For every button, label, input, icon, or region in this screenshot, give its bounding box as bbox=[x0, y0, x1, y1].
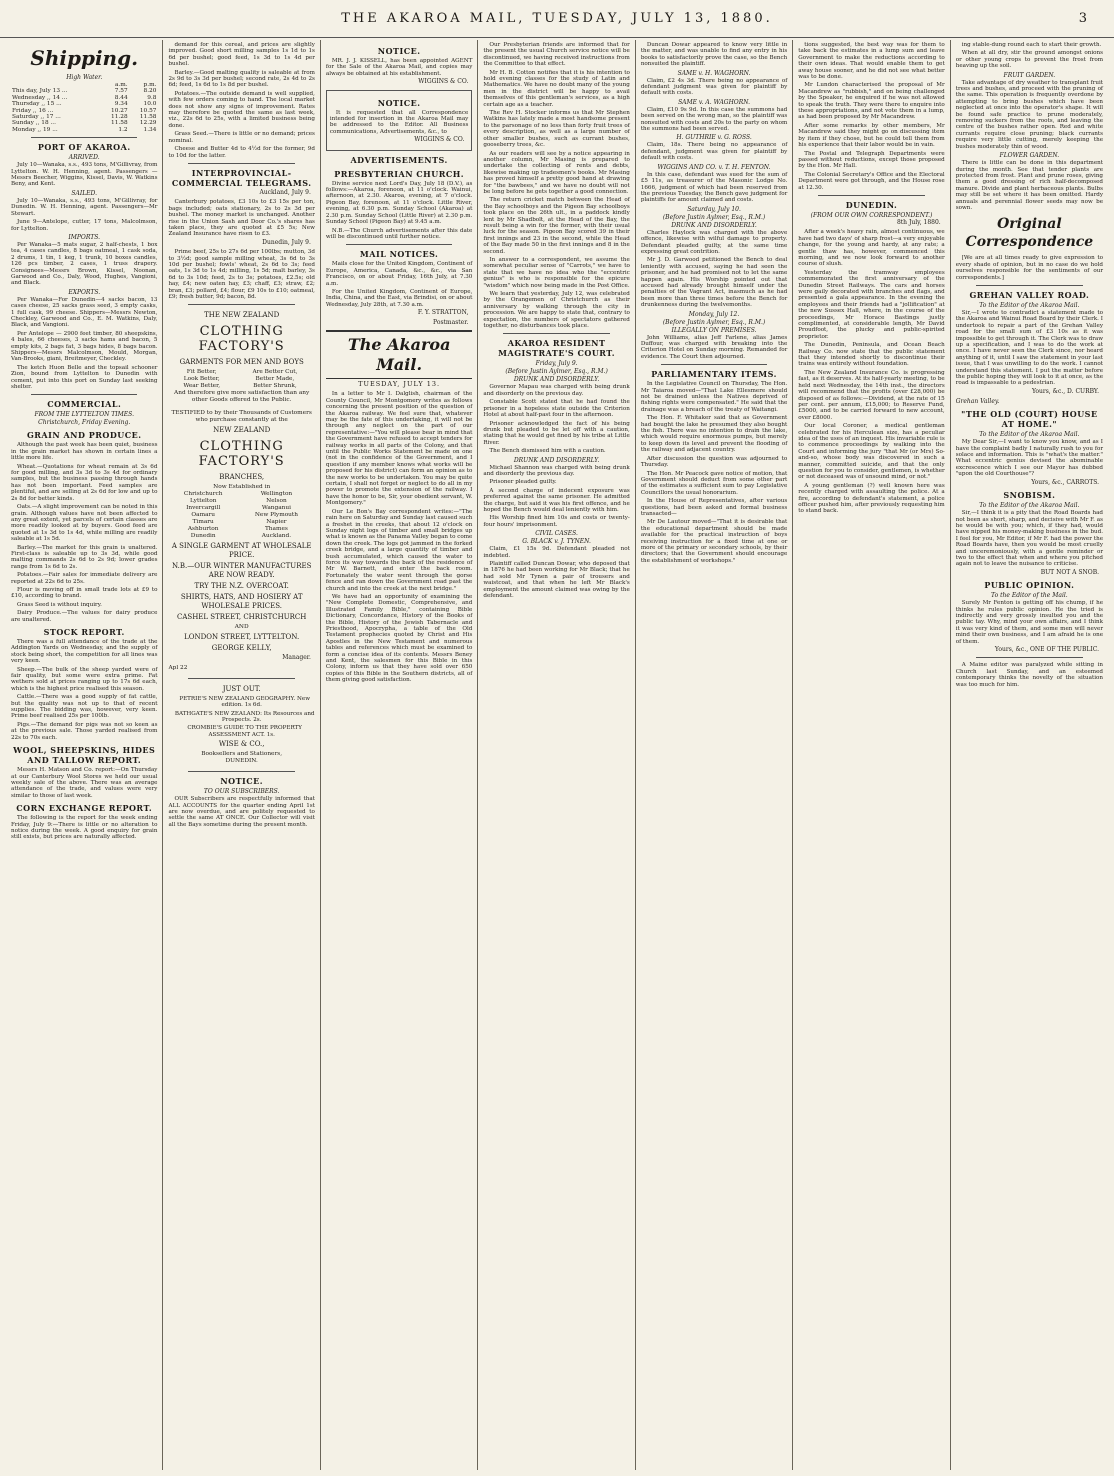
divider bbox=[188, 678, 294, 679]
tide-am: 11.28 bbox=[111, 114, 128, 121]
article-paragraph: Cheese and Butter 4d to 4½d for the former, 9d to 10d for the latter. bbox=[168, 146, 315, 159]
books-ad bbox=[168, 685, 314, 765]
article-paragraph: Sheep.—The bulk of the sheep yarded were of fair quality, but some were extra prime. Fat wethers sold at prices ranging up to 17s 6d each, which is the highest price realised this season. bbox=[11, 666, 158, 692]
news-paragraph: The Rev H. Stocker informs us that Mr Stephen Watkins has lately made a most handsome present to the parsonage of no less than forty fruit trees of every description, as well as a large number of other smaller bushes, such as currant bushes, gooseberry trees, &c. bbox=[483, 110, 630, 149]
parliament-paragraph: After discussion the question was adjourned to Thursday. bbox=[640, 455, 788, 469]
article-paragraph: Messrs H. Matson and Co. report:—On Thursday at our Canterbury Wool Stores we held our usual weekly sale of the above. There was an average attendance of the trade, and values were very similar to those of last week. bbox=[11, 767, 158, 799]
flower-garden-heading: FLOWER GARDEN. bbox=[999, 152, 1060, 160]
letter-heading: SNOBISM. bbox=[1003, 490, 1056, 501]
sailed-label: SAILED. bbox=[71, 189, 98, 197]
parliament-paragraph: The Hon. F. Whitaker said that as Government had bought the lake he presumed they also bought the fish. There was no intention to drain the lake, which would require enormous pumps, but merely to keep down its level and prevent the flooding of the railway and adjacent country. bbox=[640, 415, 788, 454]
letter-heading: "THE OLD (COURT) HOUSE AT HOME." bbox=[961, 409, 1098, 430]
telegrams-heading: INTERPROVINCIAL-COMMERCIAL TELEGRAMS. bbox=[171, 167, 312, 188]
ad-pair-left: Look Better, bbox=[183, 376, 220, 383]
church-notice: Divine service next Lord's Day, July 18 (D.V.), as follows:—Akaroa, forenoon, at 11 o'clock. Wainui, afternoon, at 2.30. Akaroa, evening, at 7 o'clock. Pigeon Bay, forenoon, at 11 o'clock. Little River, evening, at 6.30 p.m. Sunday School (Akaroa) at 2.30 p.m. Sunday School (Little River) at 2.30 p.m. Sunday School (Pigeon Bay) at 9.45 a.m. bbox=[325, 180, 473, 226]
news-paragraph: As our readers will see by a notice appearing in another column, Mr Masing is prepared to undertake the collecting of rents and debts, likewise making up tradesmen's books. Mr Masing has proved himself a pretty good hand at drawing for "the bawbees," and we have no doubt will not be long before he gets together a good connection. bbox=[483, 150, 630, 195]
court-paragraph: Prisoner acknowledged the fact of his being drunk but pleaded to be let off with a caution, stating that he would get fined by his tribe at Little River. bbox=[483, 420, 630, 446]
tide-am: 10.27 bbox=[111, 107, 128, 114]
letter-signature: Yours, &c., D. CURBY. bbox=[1031, 387, 1100, 395]
letter-text: My Dear Sir,—I want to know you know, and as I have the complaint badly I naturally rush to you for solace and information. This is "what's the matter." What eccentric genius devised the abominable excrescence which I see our Mayor has dubbed "upon the old Courthouse"? bbox=[955, 439, 1104, 478]
ad-line: N.B.—OUR WINTER MANUFACTURES ARE NOW READY. bbox=[171, 562, 312, 580]
court-date: Friday, July 9. bbox=[535, 360, 578, 368]
ad-manager-title: Manager. bbox=[282, 654, 311, 662]
book-entry: PETRIE'S NEW ZEALAND GEOGRAPHY. New edition. 1s 6d. bbox=[179, 695, 311, 709]
branch-towns bbox=[168, 491, 314, 540]
case-parties: WIGGINS AND CO. v. T. H. FENTON. bbox=[657, 163, 771, 171]
letter-heading: PUBLIC OPINION. bbox=[984, 580, 1075, 591]
commercial-date: Christchurch, Friday Evening. bbox=[38, 419, 131, 427]
dunedin-date: 8th July, 1880. bbox=[896, 218, 941, 226]
letter-text: Sir,—I wrote to contradict a statement made to the Akaroa and Wainui Road Board by their Clerk. I undertook to repair a part of the Grehan Valley road for the small sum of £3 10s as it was impossible to get through it. The Clerk was to draw up a specification, and I was to do the work at once. I have never seen the Clerk since, nor heard anything of it, until I saw the statement in your last issue, that I was unwilling to do the work. I cannot understand this statement. I put the matter before the public hoping they will look to it at once, as the road is impassable to a pedestrian. bbox=[955, 309, 1104, 387]
article-paragraph: Barley.—The market for this grain is unaltered. First-class is saleable up to 3s 3d, while good malting commands 2s 6d to 2s 9d; lower grades range from 1s 6d to 2s. bbox=[11, 544, 158, 570]
parliament-paragraph: In the Legislative Council on Thursday, The Hon. Mr Taiaroa moved—"That Lake Ellesmere should not be drained unless the Natives deprived of fishing rights were compensated." He said that the drainage was a breach of the treaty of Waitangi. bbox=[640, 381, 788, 413]
commercial-heading: COMMERCIAL. bbox=[47, 399, 122, 410]
imports-text: Per Wanaka—5 mats sugar, 2 half-chests, 1 box tea, 4 cases candles, 8 bags oatmeal, 1 cask soda, 2 drums, 1 tin, 1 keg, 1 trunk, 10 boxes candles, 126 pcs timber, 2 cases, 1 truss drapery. Consignees—Messrs Brown, Kissel, Noonan, Garwood and Co., Daly, Wood, Hughes, Vangioni, and Black. bbox=[11, 241, 158, 287]
town: Dunedin bbox=[190, 533, 216, 540]
court-paragraph: Charles Haylock was charged with the above offence, likewise with wilful damage to property. Defendant pleaded guilty, at the same time expressing great contrition. bbox=[640, 229, 788, 255]
divider bbox=[31, 394, 137, 395]
sailing-entry: June 9—Antelope, cutter, 17 tons, Malcolmson, for Lyttelton. bbox=[11, 219, 158, 232]
divider bbox=[188, 771, 294, 772]
town: Wanganui bbox=[261, 505, 291, 512]
telegram-text: Canterbury potatoes, £3 10s to £3 15s per ton, bags included; oats stationary, 2s to 2s 3d per bushel. The money market is unchanged. Another rise in the Union Sash and Door Co.'s shares has taken place, they are quoted at £5 5s; New Zealand Insurance have risen to £3. bbox=[168, 199, 315, 238]
page-number: 3 bbox=[1078, 11, 1090, 26]
arrived-label: ARRIVED. bbox=[68, 154, 100, 162]
court-paragraph: Mr J. D. Garwood petitioned the Bench to deal leniently with accused, saying he had seen the prisoner, and he had promised not to let the same happen again. His Worship pointed out that accused had already brought himself under the penalties of the Vagrant Act, inasmuch as he had been more than three times before the Bench for drunkenness during the twelvemonths. bbox=[640, 257, 788, 309]
article-paragraph: Dairy Produce.—The values for dairy produce are unaltered. bbox=[11, 610, 158, 623]
article-paragraph: demand for this cereal, and prices are slightly improved. Good short milling samples 1s 1d to 1s 6d per bushel; good feed, 1s 3d to 1s 4d per bushel. bbox=[168, 42, 315, 68]
town: Auckland. bbox=[261, 533, 292, 540]
tide-day: Friday ,, 16 ... bbox=[12, 107, 54, 114]
tide-pm: 1.34 bbox=[143, 126, 157, 133]
ad-line: NEW ZEALAND bbox=[213, 426, 271, 435]
tide-table bbox=[11, 82, 157, 133]
ad-line: CASHEL STREET, CHRISTCHURCH bbox=[176, 613, 307, 622]
dunedin-heading: DUNEDIN. bbox=[845, 199, 898, 210]
article-paragraph: Wheat.—Quotations for wheat remain at 3s 6d for good milling, and 3s 3d to 3s 4d for ordinary samples, but the business passing through hands has not been important. Feed samples are plentiful, and are selling at 2s 6d for low and up to 2s 8d for better kinds. bbox=[11, 463, 158, 502]
parliament-heading: PARLIAMENTARY ITEMS. bbox=[651, 369, 777, 380]
divider bbox=[976, 657, 1083, 658]
ad-line: WISE & CO., bbox=[218, 740, 265, 749]
divider bbox=[976, 285, 1083, 286]
letter-signature: BUT NOT A SNOB. bbox=[1040, 568, 1100, 576]
article-paragraph: Potatoes.—Fair sales for immediate delivery are reported at 22s 6d to 25s. bbox=[11, 572, 158, 585]
divider bbox=[346, 244, 452, 245]
court-paragraph: His Worship fined him 10s and costs or twenty-four hours' imprisonment. bbox=[483, 515, 630, 528]
article-paragraph: The following is the report for the week ending Friday, July 9:—There is little or no alteration to notice during the week. A good enquiry for grain still exists, but prices are naturally affected. bbox=[11, 815, 158, 841]
mail-notice: For the United Kingdom, Continent of Europe, India, China, and the East, via Brindisi, on or about Wednesday, July 28th, at 7.30 a.m. bbox=[325, 288, 473, 308]
ad-line: SHIRTS, HATS, AND HOSIERY AT WHOLESALE PRICES. bbox=[180, 593, 303, 611]
parliament-paragraph: After some remarks by other members, Mr Macandrew said they might go on discussing item by item if they chose, but he could tell them from his experience that their labor would be in vain. bbox=[798, 122, 945, 149]
court-paragraph: In this case, defendant was sued for the sum of £5 11s, as treasurer of the Masonic Lodge No. 1666, judgment of which had been reserved from the previous Tuesday, the Bench gave judgment for plaintiffs for amount claimed and costs. bbox=[640, 171, 788, 204]
tide-day: Saturday ,, 17 ... bbox=[12, 114, 61, 121]
town: New Plymouth bbox=[254, 512, 298, 519]
letter-signature: Yours, &c., ONE OF THE PUBLIC. bbox=[994, 646, 1100, 653]
article-paragraph: Pigs.—The demand for pigs was not so keen as at the previous sale. Those yarded realised from 22s to 70s each. bbox=[11, 721, 158, 741]
exports-label: EXPORTS. bbox=[68, 288, 101, 296]
court-paragraph: Prisoner pleaded guilty. bbox=[489, 479, 557, 486]
ad-date: Apl 22 bbox=[168, 664, 188, 671]
letter-salutation: To the Editor of the Akaroa Mail. bbox=[979, 431, 1080, 439]
column-2 bbox=[163, 40, 320, 1470]
leader-paragraph: We have had an opportunity of examining the "New Complete Domestic, Comprehensive, and Illustrated Family Bible," containing Bible Dictionary, Concordance, History of the Books of the Bible, History of the Jewish Tabernacle and Priesthood, Apocrypha, a table of the Old Testament prophecies quoted by Christ and His Apostles in the New Testament and numerous tables and references which must be examined to form a concise idea of its contents. Messrs Beney and Kent, the salesmen for this Bible in this Colony, inform us that they have sold over 650 copies of this Bible in the Southern districts, all of them giving good satisfaction. bbox=[325, 593, 473, 684]
arrival-entry: July 10—Wanaka, s.s., 493 tons, M'Gillivray, from Lyttelton. W. H. Henning, agent. Passengers — Messrs Beecher, Wiggins, Kissel, Davis, W. Watkins Beny, and Kent. bbox=[11, 162, 158, 188]
case-heading: DRUNK AND DISORDERLY. bbox=[671, 221, 757, 229]
dunedin-sub: (FROM OUR OWN CORRESPONDENT.) bbox=[810, 211, 933, 219]
telegram-dateline: Auckland, July 9. bbox=[259, 188, 311, 196]
case-parties: H. GUTHRIE v. G. ROSS. bbox=[676, 134, 752, 142]
tide-row bbox=[11, 127, 157, 133]
tide-am: 9.34 bbox=[114, 101, 128, 108]
column-3 bbox=[321, 40, 478, 1470]
tide-pm: 10.57 bbox=[139, 107, 157, 114]
ad-line: THE NEW ZEALAND bbox=[204, 311, 280, 320]
letter-salutation: To the Editor of the Mail. bbox=[991, 592, 1068, 600]
ad-line: JUST OUT. bbox=[222, 684, 261, 693]
clothing-factory-ad bbox=[168, 311, 314, 404]
notice-heading: NOTICE. bbox=[220, 776, 264, 787]
letter-salutation: To the Editor of the Akaroa Mail. bbox=[979, 301, 1080, 309]
court-bench: (Before Justin Aylmer, Esq., R.M.) bbox=[662, 213, 766, 221]
case-parties: G. BLACK v. J. TYNEN. bbox=[522, 538, 591, 546]
book-entry: BATHGATE'S NEW ZEALAND: Its Resources and Prospects. 2s. bbox=[174, 710, 315, 724]
sailing-entry: July 10—Wanaka, s.s., 493 tons, M'Gillivray, for Dunedin. W. H. Henning, agent. Passengers—Mr Stewart. bbox=[11, 197, 158, 217]
imports-label: IMPORTS. bbox=[68, 233, 101, 241]
leader-paragraph: In a letter to Mr I. Dalglish, chairman of the County Council, Mr Montgomery writes as follows concerning the present position of the question of the Akaroa railway. We feel sure that, whatever may be the fate of this undertaking, it will not be through any neglect on the part of our representative:—"You will please bear in mind that the Government have refused to accept tenders for railway works in all parts of the Colony, and that until the Public Works Statement be made on one (not in the confidence of the Government, and I question if any member knows what works will be proposed for his district) can form an opinion as to the new works to be undertaken. You may be quite certain, I shall not forget or neglect to do all in my power to promote the extension of the railway. I have the honor to be, Sir, your obedient servant, W. Montgomery." bbox=[325, 391, 473, 507]
grain-heading: GRAIN AND PRODUCE. bbox=[26, 430, 142, 441]
column-1 bbox=[6, 40, 163, 1470]
mail-notices-heading: MAIL NOTICES. bbox=[359, 249, 439, 260]
divider bbox=[31, 137, 137, 138]
postmaster-title: Postmaster. bbox=[433, 318, 469, 326]
paper-title: The Akaroa Mail. bbox=[326, 330, 472, 379]
ad-pair-left: Fit Better, bbox=[186, 369, 217, 376]
commercial-source: FROM THE LYTTELTON TIMES. bbox=[34, 411, 134, 419]
notice-text: MR. J. J. KISSELL, has been appointed AGENT for the Sale of the Akaroa Mail, and copies may always be obtained at his establishment. bbox=[325, 58, 473, 77]
parliament-paragraph: The Colonial Secretary's Office and the Electoral Department were got through, and the House rose at 12.30. bbox=[798, 171, 945, 191]
divider bbox=[818, 195, 924, 196]
letter-heading: GREHAN VALLEY ROAD. bbox=[969, 289, 1090, 300]
parliament-paragraph: The Postal and Telegraph Departments were passed without reductions, except those proposed by the Hon. Mr Hall. bbox=[798, 150, 945, 170]
court-date: Monday, July 12. bbox=[688, 310, 740, 318]
garden-paragraph: There is little can be done in this department during the month. See that tender plants are protected from frost. Plant and prune roses, giving them a good dressing of rich half-decomposed manure. Divide and plant herbaceous plants. Bulbs may still be set where it has been omitted. Hardy annuals and perennial flower seeds may now be sown. bbox=[955, 160, 1104, 211]
ad-line: AND bbox=[234, 624, 249, 631]
notice-heading: NOTICE. bbox=[377, 97, 421, 108]
town: Wellington bbox=[260, 491, 293, 498]
article-paragraph: There was a full attendance of the trade at the Addington Yards on Wednesday, and the supply of stock being short, the competition for all lines was very keen. bbox=[11, 639, 158, 665]
corn-heading: CORN EXCHANGE REPORT. bbox=[16, 803, 153, 814]
tide-am: 8.44 bbox=[114, 94, 128, 101]
fruit-garden-heading: FRUIT GARDEN. bbox=[1003, 71, 1056, 79]
divider bbox=[503, 333, 609, 334]
news-paragraph: We learn that yesterday, July 12, was celebrated by the Orangemen of Christchurch as their anniversary by walking through the city in procession. We are happy to state that, contrary to expectation, the numbers of spectators gathered together, no disturbances took place. bbox=[483, 291, 630, 330]
tide-pm: 12.29 bbox=[139, 120, 157, 127]
masthead bbox=[0, 0, 1114, 38]
tide-pm: 10.0 bbox=[143, 101, 157, 108]
notice-signature: WIGGINS & CO. bbox=[414, 136, 465, 144]
news-paragraph: In answer to a correspondent, we assume the somewhat peculiar sense of "Carrots," we have to state that we have no idea who the "eccentric genius" is who is responsible for the epicure "wisdom" which now being made in the Post Office. bbox=[483, 257, 630, 289]
letter-salutation: To the Editor of the Akaroa Mail. bbox=[979, 502, 1080, 510]
dunedin-paragraph: Yesterday the tramway employees commemorated the first anniversary of the Dunedin Street Railways. The cars and horses were gaily decorated with branches and flags, and presented a gala appearance. In the evening the employees and their friends had a "jollification" at the new Sussex Hall, where, in the course of the proceedings, Mr Horace Bastings justly complimented, at considerable length, Mr David Proudfoot, the plucky and public-spirited proprietor. bbox=[798, 269, 945, 340]
dunedin-paragraph: The Dunedin, Peninsula, and Ocean Beach Railway Co. now state that the public statement that they intended shortly to discontinue their trains was entirely without foundation. bbox=[798, 342, 945, 368]
high-water-label: High Water. bbox=[66, 74, 103, 81]
court-paragraph: Claim, £2 4s 3d. There being no appearance of defendant judgment was given for plaintiff by default with costs. bbox=[640, 77, 788, 97]
shipping-heading: Shipping. bbox=[30, 46, 139, 70]
article-paragraph: Potatoes.—The outside demand is well supplied, with few orders coming to hand. The local market does not show any signs of improvement. Rates may therefore be quoted the same as last week, viz., 22s 6d to 25s, with a limited business being done. bbox=[168, 90, 315, 129]
court-paragraph: Constable Scott stated that he had found the prisoner in a hopeless state outside the Criterion Hotel at about half-past four in the afternoon. bbox=[483, 399, 630, 419]
divider bbox=[188, 304, 294, 305]
article-paragraph: Cattle.—There was a good supply of fat cattle, but the quality was not up to that of recent supplies. The bidding was, however, very keen. Prime beef realised 25s per 100lb. bbox=[11, 694, 158, 720]
tide-am: 7.57 bbox=[114, 88, 128, 95]
column-5 bbox=[636, 40, 793, 1470]
parliament-paragraph: The Hon. Mr Peacock gave notice of motion, that Government should deduct from some other part of the estimates a sufficient sum to pay Legislative Councillors the usual honorarium. bbox=[640, 470, 788, 496]
masthead-title: THE AKAROA MAIL, TUESDAY, JULY 13, 1880. bbox=[341, 11, 773, 26]
stock-heading: STOCK REPORT. bbox=[43, 627, 125, 637]
column-7 bbox=[951, 40, 1108, 1470]
news-paragraph: Our Presbyterian friends are informed that for the present the usual Church service notice will be discontinued, we having received instructions from the Committee to that effect. bbox=[483, 42, 630, 68]
letter-place: Grehan Valley. bbox=[955, 398, 1000, 406]
garden-paragraph: ing stable-dung round each to start their growth. bbox=[961, 42, 1102, 48]
news-paragraph: A Maine editor was paralyzed while sitting in Church last Sunday, and an esteemed contemporary thinks the novelty of the situation was too much for him. bbox=[955, 662, 1104, 688]
correspondence-notice bbox=[326, 90, 472, 151]
ad-pair-right: Better Shrunk, bbox=[253, 383, 297, 390]
tide-day: This day, July 13 ... bbox=[12, 88, 68, 95]
town: Thames bbox=[264, 526, 288, 533]
tide-am: 1.2 bbox=[118, 126, 128, 133]
letter-text: Sir,—I think it is a pity that the Road Boards had not been as short, sharp, and decisive with Mr F. as he would be with you; which, if they had, would have nipped his money-making business in the bud. I feel for you, Mr Editor, if Mr F. had the power the Road Boards have, then you would be most cruelly and unceremoniously, with a gentle reminder or two to the effect that when and where you pitched again not to leave the nuisance to criticise. bbox=[955, 510, 1104, 568]
case-heading: DRUNK AND DISORDERLY. bbox=[513, 376, 600, 384]
town: Invercargill bbox=[186, 505, 221, 512]
column-6 bbox=[793, 40, 950, 1470]
tide-day: Sunday ,, 18 ... bbox=[12, 120, 56, 127]
tide-pm: 11.58 bbox=[139, 114, 157, 121]
court-paragraph: Plaintiff called Duncan Dowar, who deposed that in 1876 he had been working for Mr Black; that he had sold Mr Tynen a pair of trousers and waistcoat, and that when he left Mr Black's employment the amount claimed was owing by the defendant. bbox=[483, 561, 630, 600]
wool-heading: WOOL, SHEEPSKINS, HIDES AND TALLOW REPORT. bbox=[13, 745, 156, 766]
telegram-dateline: Dunedin, July 9. bbox=[262, 238, 311, 246]
ad-line: TESTIFIED to by their Thousands of Customers who purchase constantly at the bbox=[171, 410, 312, 424]
court-paragraph: Claim, £1 15s 9d. Defendant pleaded not indebted. bbox=[483, 546, 630, 559]
article-paragraph: Although the past week has been quiet, business in the grain market has shown in certain lines a little more life. bbox=[11, 442, 158, 462]
court-bench: (Before Justin Aylmer, Esq., R.M.) bbox=[505, 368, 608, 376]
ad-line: TRY THE N.Z. OVERCOAT. bbox=[194, 582, 289, 591]
article-paragraph: Barley.—Good malting quality is saleable at from 2s 9d to 3s 3d per bushel; second rate, 2s 4d to 2s 6d; feed, 1s 6d to 1s 8d per bushel. bbox=[168, 69, 315, 89]
ad-line: Now Established in bbox=[213, 484, 271, 491]
leader-paragraph: Our Le Bon's Bay correspondent writes:—"The rain here on Saturday and Sunday last caused such a freshet in the creeks, that about 12 o'clock on Sunday night logs of timber and small bridges up what is known as the Panama Valley began to come down the creek. The logs got jammed in the forked creek bridge, and a large quantity of timber and bush accumulated, which caused the water to force its way towards the back of the residence of Mr W. Barnett, and enter the back room. Fortunately the water went through the gorse fence and ran down the Government road past the church and into the creek at the next bridge." bbox=[325, 508, 473, 592]
newspaper-columns bbox=[6, 40, 1108, 1470]
town: Nelson bbox=[266, 498, 287, 505]
town: Ashburton bbox=[187, 526, 219, 533]
ad-line: DUNEDIN. bbox=[225, 758, 258, 765]
tide-pm: 9.8 bbox=[147, 94, 157, 101]
tide-header-cell: a.m. bbox=[115, 82, 128, 88]
tide-pm: 8.20 bbox=[143, 88, 157, 95]
paper-dateline: TUESDAY, JULY 13. bbox=[358, 379, 441, 388]
tide-day: Monday ,, 19 ... bbox=[12, 126, 58, 133]
letter-signature: Yours, &c., CARROTS. bbox=[1031, 478, 1100, 486]
notice-text: It is requested that all Correspondence intended for insertion in the Akaroa Mail may be addressed to the Editor. All Business communications, Advertisements, &c., to bbox=[329, 109, 469, 135]
court-paragraph: Duncan Dowar appeared to know very little in the matter, and was unable to find any entry in his books to satisfactorily prove the case, so the Bench nonsuited the plaintiff. bbox=[640, 42, 788, 68]
notice-sub: TO OUR SUBSCRIBERS. bbox=[203, 788, 280, 796]
dunedin-paragraph: Our local Coroner, a medical gentleman celebrated for his Herculean size, has a peculiar idea of the uses of an inquest. His invariable rule is to commence proceedings by walking into the Court and informing the jury "that Mr (or Mrs) So-and-so, whose body was discovered in such a manner, committed suicide, and that the only question for you to consider, gentlemen, is whether or not deceased was of unsound mind, or not." bbox=[798, 423, 945, 481]
court-paragraph: Claim, £10 9s 9d. In this case the summons had been served on the wrong man, so the plaintiff was nonsuited with costs and 20s to the party on whom the summons had been served. bbox=[640, 106, 788, 133]
article-paragraph: Oats.—A slight improvement can be noted in this grain. Although values have not been affected to any great extent, yet parcels of certain classes are more readily looked at by buyers. Good feed are quoted at 1s 3d to 1s 4d, while milling are readily saleable at 1s 5d. bbox=[11, 504, 158, 543]
case-heading: ILLEGALLY ON PREMISES. bbox=[671, 326, 757, 334]
port-heading: PORT OF AKAROA. bbox=[37, 142, 131, 153]
ad-line: BRANCHES, bbox=[219, 473, 265, 482]
court-paragraph: Claim, 18s. There being no appearance of defendant, judgment was given for plaintiff by default with costs. bbox=[640, 142, 788, 162]
article-paragraph: Flour is moving off in small trade lots at £9 to £10, according to brand. bbox=[11, 586, 158, 600]
dunedin-paragraph: After a week's heavy rain, almost continuous, we have had two days' of sharp frost—a very enjoyable change, for the young and hardy, at any rate; a gentle thaw has, however, commenced this morning, and we now look forward to another course of slush. bbox=[798, 229, 945, 268]
church-nb: N.B.—The Church advertisements after this date will be discontinued until further notice. bbox=[325, 227, 473, 240]
presbyterian-heading: PRESBYTERIAN CHURCH. bbox=[334, 168, 465, 179]
article-paragraph: Grass Seed.—There is little or no demand; prices nominal. bbox=[168, 131, 315, 144]
divider bbox=[661, 364, 767, 365]
tide-am: 11.58 bbox=[111, 120, 128, 127]
court-date: Saturday, July 10. bbox=[687, 205, 741, 213]
court-paragraph: John Williams, alias Jeff Farlene, alias James Duffour, was charged with breaking into the Criterion Hotel on Sunday morning. Remanded for evidence. The Court then adjourned. bbox=[640, 334, 788, 360]
ad-pairs bbox=[168, 369, 314, 390]
exports-text: Per Antelope — 2900 feet timber, 80 sheepskins, 4 bales, 66 cheeses, 3 sacks hams and bacon, 5 empty kits, 2 bags fat, 3 bags hides, 8 bags bacon. Shippers—Messrs Malcolmson, Mould, Morgan, Van-Brooks, giani, Breitmeyer, Checkley. bbox=[11, 330, 158, 363]
ad-line: Booksellers and Stationers, bbox=[201, 751, 283, 758]
postmaster-name: F. Y. STRATTON, bbox=[417, 309, 469, 317]
letter-text: Surely Mr Fenton is getting off his chump, if he thinks he rules public opinion. He the tried is indirectly and very grossly insulted you and the public tay. Why, mind your own affairs, and I think it was very kind of them, and some men will never mind their own business, and I am afraid he is one of them. bbox=[955, 600, 1104, 645]
ad-manager-name: GEORGE KELLY, bbox=[211, 644, 272, 653]
court-paragraph: Michael Shannon was charged with being drunk and disorderly the previous day. bbox=[483, 464, 630, 477]
ad-headline: CLOTHING FACTORY'S bbox=[198, 439, 285, 470]
article-paragraph: Grass Seed is without inquiry. bbox=[17, 601, 102, 608]
case-heading: CIVIL CASES. bbox=[535, 530, 578, 538]
parliament-paragraph: Mr Lundon characterised the proposal of Mr Macandrew as "rubbish," and on being challenged by the Speaker, he enquired if he was not allowed to speak the truth. They were there to enquire into these appropriations, and not vote them in a lump, as had been proposed by Mr Macandrew. bbox=[798, 82, 945, 121]
news-paragraph: Mr H. B. Cotton notifies that it is his intention to hold evening classes for the study of Latin and Mathematics. We have no doubt many of the young men in the district will be happy to avail themselves of this gentleman's services, as a high certain age as a teacher. bbox=[483, 69, 630, 108]
town: Oamaru bbox=[191, 512, 216, 519]
court-paragraph: Governor Mapau was charged with being drunk and disorderly on the previous day. bbox=[483, 384, 630, 397]
editorial-note: [We are at all times ready to give expression to every shade of opinion, but in no case do we hold ourselves responsible for the sentiments of our correspondents.] bbox=[955, 255, 1104, 281]
clothing-branches-ad bbox=[168, 410, 314, 671]
case-parties: SAME v. A. WAGHORN. bbox=[678, 98, 751, 106]
shipping-note: The ketch Huon Belle and the topsail schooner Zion, bound from Lyttelton to Dunedin with cement, put into this port on Sunday last seeking shelter. bbox=[11, 364, 158, 391]
ad-pair-left: Wear Better, bbox=[183, 383, 221, 390]
divider bbox=[188, 163, 294, 164]
town: Napier bbox=[266, 519, 287, 526]
notice-signature: WIGGINS & CO. bbox=[418, 78, 469, 86]
ad-headline: CLOTHING FACTORY'S bbox=[198, 324, 285, 355]
book-entry: CROMBIE'S GUIDE TO THE PROPERTY ASSESSMENT ACT. 1s. bbox=[187, 725, 302, 738]
original-correspondence-heading: Original Correspondence bbox=[965, 216, 1094, 251]
notice-text: OUR Subscribers are respectfully informed that ALL ACCOUNTS for the quarter ending April 1st are now overdue, and are politely requested to settle the same AT ONCE. Our Collector will visit all the Bays sometime during the present month. bbox=[168, 796, 315, 828]
tide-header-cell: p.m. bbox=[143, 82, 157, 88]
parliament-paragraph: Mr De Lautour moved—"That it is desirable that the educational department should be made available for the practical instruction of boys receiving instruction for a fixed time at one or more of the primary or secondary schools, by their directors; that the Government should encourage the establishment of workshops." bbox=[640, 519, 788, 564]
court-heading: AKAROA RESIDENT MAGISTRATE'S COURT. bbox=[498, 338, 616, 359]
court-paragraph: A second charge of indecent exposure was preferred against the same prisoner. He admitted the charge, but said it was his first offence, and he hoped the Bench would deal leniently with him. bbox=[483, 487, 630, 513]
town: Christchurch bbox=[183, 491, 223, 498]
ad-pair-right: Better Made, bbox=[255, 376, 295, 383]
town: Lyttelton bbox=[189, 498, 217, 505]
parliament-paragraph: tions suggested, the best way was for them to take back the estimates in a lump sum and leave Government to make the reductions according to their own ideas. That would enable them to get away house sooner, and he did not see what better was to be done. bbox=[798, 42, 945, 81]
ad-line: GARMENTS FOR MEN AND BOYS bbox=[179, 358, 304, 367]
court-bench: (Before Justin Aylmer, Esq., R.M.) bbox=[662, 318, 766, 326]
column-4 bbox=[478, 40, 635, 1470]
garden-paragraph: Take advantage of dry weather to transplant fruit trees and bushes, and proceed with the pruning of the same. This operation is frequently overdone by attempting to bring bushes which have been neglected at once into the operator's shape. It will be found safe practice to prune moderately, removing suckers from the roots, and leaving the centre of the bushes rather open. Red and white currants require close pruning; black currants require very little cutting, merely keeping the bushes moderately thin of wood. bbox=[955, 79, 1104, 150]
garden-paragraph: When at all dry, stir the ground amongst onions or other young crops to prevent the frost from heaving up the soil. bbox=[955, 50, 1104, 70]
parliament-paragraph: In the House of Representatives, after various questions, had been asked and formal business transacted— bbox=[640, 498, 788, 517]
dunedin-paragraph: The New Zealand Insurance Co. is progressing fast, as it deserves. At its half-yearly meeting, to be held next Wednesday, the 14th inst., the directors will recommend that the profits (over £28,000) be disposed of as follows:—Dividend, at the rate of 15 per cent. per annum, £15,000; to Reserve Fund, £5000, and to be carried forward to new account, over £8000. bbox=[798, 369, 945, 421]
ad-line: LONDON STREET, LYTTELTON. bbox=[184, 633, 300, 642]
tide-day: Thursday ,, 15 ... bbox=[12, 101, 62, 108]
case-heading: DRUNK AND DISORDERLY. bbox=[513, 456, 600, 464]
ad-line: A SINGLE GARMENT AT WHOLESALE PRICE. bbox=[171, 542, 312, 560]
town: Timaru bbox=[192, 519, 214, 526]
ad-line: And therefore give more satisfaction than any other Goods offered to the Public. bbox=[174, 390, 310, 404]
mail-notice: Mails close for the United Kingdom, Continent of Europe, America, Canada, &c., &c., via San Francisco, on or about Friday, 16th July, at 7.30 a.m. bbox=[325, 261, 473, 287]
dunedin-paragraph: A young gentleman (?) well known here was recently charged with assaulting the police. At a fire, according to defendant's statement, a police officer pushed him, after previously requesting him to stand back. bbox=[798, 482, 945, 515]
court-paragraph: The Bench dismissed him with a caution. bbox=[489, 448, 606, 455]
news-paragraph: The return cricket match between the Head of the Bay schoolboys and the Pigeon Bay schoolboys took place on the 26th ult., in a paddock kindly lent by Mr Shadbolt, at the Head of the Bay, the result being a win for the former, with their usual luck for the season. Pigeon Bay scored 39 in their first innings and 23 in the second, while the Head of the Bay made 50 in the first innings and 8 in the second. bbox=[483, 197, 630, 255]
telegram-text: Prime beef, 25s to 27s 6d per 100lbs; mutton, 3d to 3½d; good sample milling wheat, 3s 6d to 3s 10d per bushel; fowls' wheat, 2s 6d to 3s; feed oats, 1s 3d to 1s 4d; milling, 1s 5d; malt barley, 3s 6d to 3s 10d; feed, 2s to 3s; potatoes, £2.5s; old hay, £4; new oaten hay, £3; chaff, £3; straw, £2; bran, £3; pollard, £4; flour, £9 10s to £10; oatmeal, £9; fresh butter, 9d; bacon, 8d. bbox=[168, 249, 315, 300]
advertisements-heading: ADVERTISEMENTS. bbox=[350, 154, 448, 165]
ad-pair-right: Are Better Cut, bbox=[252, 369, 298, 376]
case-parties: SAME v. H. WAGHORN. bbox=[677, 69, 751, 77]
tide-day: Wednesday ,, 14 ... bbox=[12, 94, 68, 101]
exports-text: Per Wanaka—For Dunedin—4 sacks bacon, 13 cases cheese, 25 sacks grass seed, 3 empty casks, 1 full cask, 99 cheese. Shippers—Messrs Newton, Checkley, Garwood and Co., E. M. Watkins, Daly, Black, and Vangioni. bbox=[11, 296, 158, 329]
notice-heading: NOTICE. bbox=[377, 46, 421, 56]
